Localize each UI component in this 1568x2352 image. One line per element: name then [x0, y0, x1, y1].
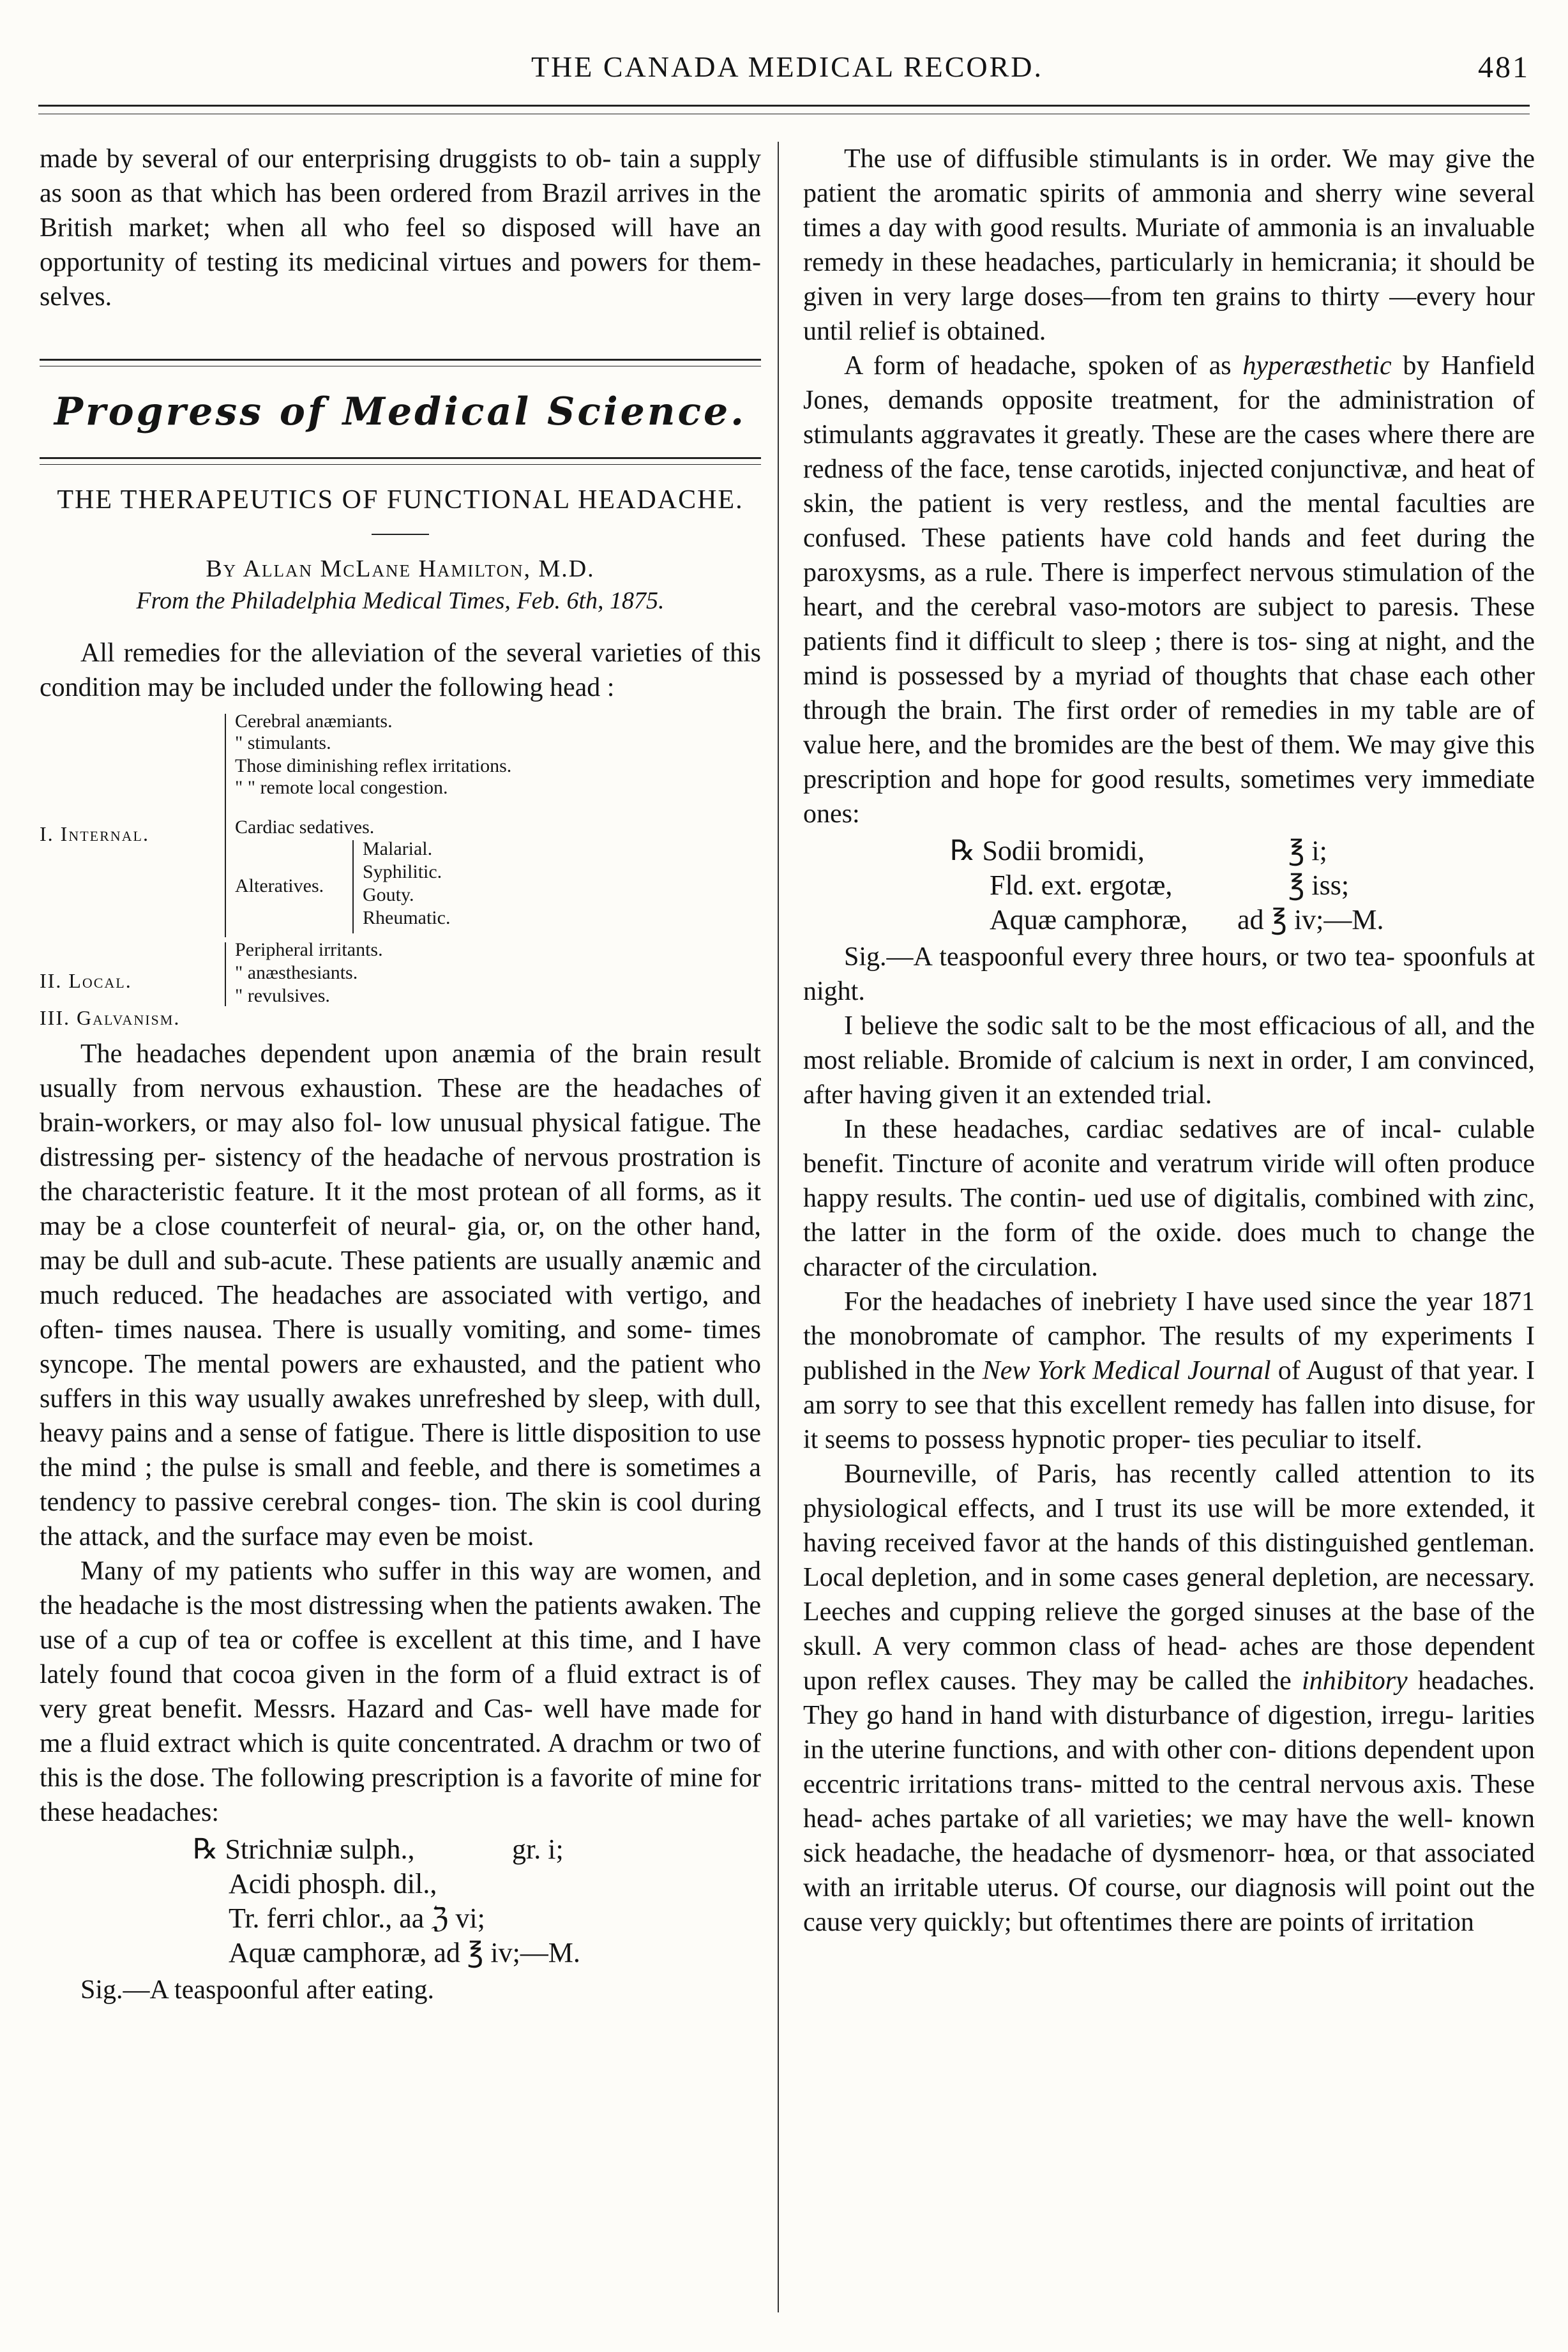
right-column [803, 142, 1535, 1940]
rx-left-line-4: Aquæ camphoræ, ad ℥ iv;—M. [229, 1937, 580, 1968]
rx-left-dose-1: gr. i; [512, 1834, 564, 1865]
paragraph-hyperaesthetic: A form of headache, spoken of as hyperæsthetic by Hanfield Jones, demands opposite treatment, for the administration of stimulants aggravates it greatly. These are the cases where there are redness of the face, tense carotids, injected conjunctivæ, and heat of skin, the patient is very restless, and the mental faculties are confused. These patients have cold hands and feet during the paroxysms, as a rule. There is imperfect nervous stimulation of the heart, and the cerebral vaso-motors are subject to paresis. These patients find it difficult to sleep ; there is tos- sing at night, and the mind is possessed by a myriad of thoughts that chase each other through the brain. The first order of remedies in my table are of value here, and the bromides are the best of them. We may give this prescription and hope for good results, sometimes very immediate ones: [803, 351, 1535, 829]
prescription-left [40, 1832, 761, 1970]
classification-table [40, 709, 761, 1028]
paragraph-stimulants: The use of diffusible stimulants is in order. We may give the patient the aromatic spirits of ammonia and sherry wine several times a day with good results. Muriate of ammonia is an invaluable remedy in these headaches, particularly in hemicrania; it should be given in very large doses—from ten grains to thirty —every hour until relief is obtained. [803, 144, 1535, 346]
brace-local [225, 942, 226, 1006]
journal-title: THE CANADA MEDICAL RECORD. [531, 50, 1044, 83]
rx-right-dose-2: ℥ iss; [1288, 870, 1350, 901]
rx-right-line-2: Fld. ext. ergotæ, [990, 870, 1173, 901]
left-column [40, 142, 761, 2007]
brace-internal [225, 714, 226, 937]
rx-right-line-3: Aquæ camphoræ, [990, 904, 1188, 935]
title-rule [372, 534, 429, 535]
class-remote: " " remote local congestion. [235, 777, 448, 798]
rx-right-line-1: ℞ Sodii bromidi, [950, 835, 1145, 866]
class-reflex: Those diminishing reflex irritations. [235, 755, 512, 776]
class-cerebral: Cerebral anæmiants. [235, 711, 393, 732]
article-title: THE THERAPEUTICS OF FUNCTIONAL HEADACHE. [57, 485, 744, 515]
running-head [45, 50, 1530, 94]
signature-left: Sig.—A teaspoonful after eating. [80, 1975, 435, 2005]
section-heading: Progress of Medical Science. [54, 389, 747, 434]
rx-right-dose-3: ad ℥ iv;—M. [1237, 904, 1384, 935]
prescription-right [803, 834, 1535, 937]
column-divider [778, 142, 779, 2312]
paragraph-sodic-salt: I believe the sodic salt to be the most efficacious of all, and the most reliable. Bromide of calcium is next in order, I am convinced, after having given it an extended trial. [803, 1011, 1535, 1110]
paragraph-remedies: All remedies for the alleviation of the several varieties of this condition may be included under the following head : [40, 638, 762, 702]
class-cardiac: Cardiac sedatives. [235, 817, 375, 838]
rx-left-line-2: Acidi phosph. dil., [229, 1868, 437, 1899]
class-peripheral: Peripheral irritants. [235, 939, 383, 960]
class-revulsives: " revulsives. [235, 985, 330, 1006]
section-rule-bottom [40, 457, 761, 465]
class-alteratives: Alteratives. [235, 875, 324, 896]
source-citation: From the Philadelphia Medical Times, Feb. 6th, 1875. [136, 587, 665, 614]
paragraph-bourneville: Bourneville, of Paris, has recently called attention to its physiological effects, and I trust its use will be more extended, it having received favor at the hands of this distinguished gentleman. Local depletion, and in some cases general depletion, are necessary. Leeches and cupping relieve the gorged sinuses at the base of the skull. A very common class of head- aches are those dependent upon reflex causes. They may be called the inhibitory headaches. They go hand in hand with disturbance of digestion, irregu- larities in the uterine functions, and with other con- ditions dependent upon eccentric irritations trans- mitted to the central nervous axis. These head- aches partake of all varieties; we may have the well- known sick headache, the headache of dysmenorr- hœa, or that associated with an irritable uterus. Of course, our diagnosis will point out the cause very quickly; but oftentimes there are points of irritation [803, 1459, 1535, 1937]
page-number: 481 [1478, 50, 1530, 84]
header-rule [38, 105, 1530, 107]
paragraph-anaemia: The headaches dependent upon anæmia of the brain result usually from nervous exhaustion. These are the headaches of brain-workers, or may also fol- low unusual physical fatigue. The distressing per- sistency of the headache of nervous prostration is the characteristic feature. It it the most protean of all forms, as it may be a close counterfeit of neural- gia, or, on the other hand, may be dull and sub-acute. These patients are usually anæmic and much reduced. The headaches are associated with vertigo, and often- times nausea. There is usually vomiting, and some- times syncope. The mental powers are exhausted, and the patient who suffers in this way usually awakes unrefreshed by sleep, with dull, heavy pains and a sense of fatigue. There is little disposition to use the mind ; the pulse is small and feeble, and there is sometimes a tendency to passive cerebral conges- tion. The skin is cool during the attack, and the surface may even be moist. [40, 1039, 762, 1551]
class-syphilitic: Syphilitic. [363, 861, 442, 882]
byline: By Allan McLane Hamilton, M.D. [206, 555, 595, 582]
intro-paragraph: made by several of our enterprising druggists to ob- tain a supply as soon as that which has been ordered from Brazil arrives in the British market; when all who feel so disposed will have an opportunity of testing its medicinal virtues and powers for them- selves. [40, 144, 762, 312]
brace-alteratives [352, 840, 354, 933]
class-rheumatic: Rheumatic. [363, 907, 451, 928]
class-internal: I. Internal. [40, 822, 149, 845]
class-galvanism: III. Galvanism. [40, 1006, 181, 1029]
rx-left-line-1: ℞ Strichniæ sulph., [193, 1834, 415, 1865]
paragraph-cardiac: In these headaches, cardiac sedatives are of incal- culable benefit. Tincture of aconite and veratrum viride will often produce happy results. The contin- ued use of digitalis, combined with zinc, the latter in the form of the oxide. does much to change the character of the circulation. [803, 1115, 1535, 1282]
section-rule-top [40, 359, 761, 366]
rx-left-line-3: Tr. ferri chlor., aa ℨ vi; [229, 1903, 485, 1934]
signature-right: Sig.—A teaspoonful every three hours, or two tea- spoonfuls at night. [803, 942, 1535, 1006]
class-anaesthesiants: " anæsthesiants. [235, 962, 358, 983]
class-local: II. Local. [40, 969, 132, 992]
class-gouty: Gouty. [363, 884, 414, 905]
class-stimulants: " stimulants. [235, 732, 331, 753]
class-malarial: Malarial. [363, 838, 433, 859]
paragraph-inebriety: For the headaches of inebriety I have used since the year 1871 the monobromate of camphor. The results of my experiments I published in the New York Medical Journal of August of that year. I am sorry to see that this excellent remedy has fallen into disuse, for it seems to possess hypnotic proper- ties peculiar to itself. [803, 1287, 1535, 1454]
paragraph-patients: Many of my patients who suffer in this way are women, and the headache is the most distressing when the patients awaken. The use of a cup of tea or coffee is excellent at this time, and I have lately found that cocoa given in the form of a fluid extract is of very great benefit. Messrs. Hazard and Cas- well have made for me a fluid extract which is quite concentrated. A drachm or two of this is the dose. The following prescription is a favorite of mine for these headaches: [40, 1557, 762, 1827]
rx-right-dose-1: ℥ i; [1288, 835, 1327, 866]
